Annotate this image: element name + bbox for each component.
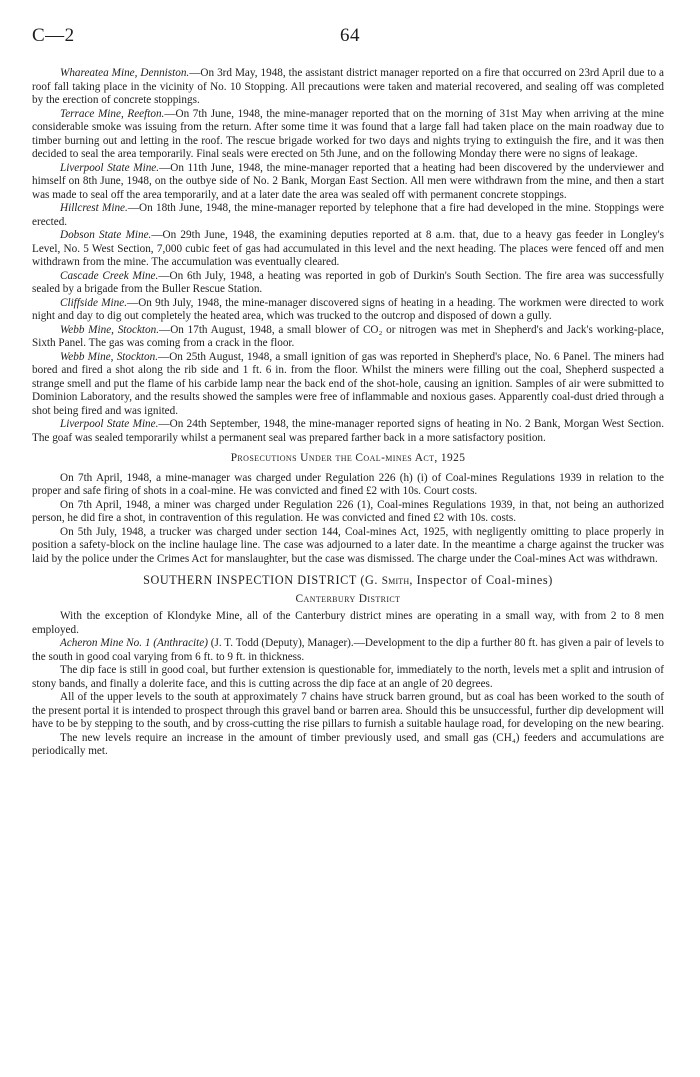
- inspector-title: , Inspector of Coal-mines): [409, 573, 553, 587]
- paragraph: [32, 664, 664, 691]
- paragraph-lead: Liverpool State Mine.: [60, 161, 160, 174]
- paragraph-lead: Terrace Mine, Reefton.: [60, 107, 165, 120]
- paragraph: [32, 637, 664, 664]
- paragraph-lead: Webb Mine, Stockton.: [60, 323, 160, 336]
- paragraph-lead: Cliffside Mine.: [60, 296, 127, 309]
- paragraph-text: —On 6th July, 1948, a heating was reported in gob of Durkin's South Section. The fire area was successfully sealed by a brigade from the Buller Rescue Station.: [32, 269, 664, 295]
- inspector-name: Smith: [381, 575, 410, 587]
- paragraph-text: All of the upper levels to the south at approximately 7 chains have struck barren ground, but as coal has been worked to the south of the present portal it is intended to prospect through this gravel band or barren area. Should this be unsuccessful, further dip development will have to be by stepping to the south, and by cross-cutting the rise pillars to furnish a suitable haulage road, for developing on the new bearing.: [32, 691, 664, 730]
- paragraph: On 7th April, 1948, a mine-manager was charged under Regulation 226 (h) (i) of Coal-mines Regulations 1939 in relation to the proper and safe firing of shots in a coal-mine. He was convicted and fined £2 with 10s. Court costs.: [32, 471, 664, 497]
- paragraph: [32, 270, 664, 297]
- paragraph-text: The new levels require an increase in the amount of timber previously used, and small gas (CH₄) feeders and accumulations are periodically met.: [32, 731, 664, 757]
- paragraph-lead: Dobson State Mine.: [60, 229, 152, 241]
- paragraph: [32, 732, 664, 759]
- district-subheading: Canterbury District: [295, 592, 401, 605]
- paragraph: [32, 610, 664, 637]
- paragraph-lead: Cascade Creek Mine.: [60, 269, 159, 282]
- paragraph-text: —On 17th August, 1948, a small blower of CO₂ or nitrogen was met in Shepherd's and Jack's working-place, Sixth Panel. The gas was coming from a crack in the floor.: [32, 323, 664, 349]
- paragraph: [32, 162, 664, 203]
- paragraph-text: (J. T. Todd (Deputy), Manager).—Development to the dip a further 80 ft. has given a pair of levels to the south in good coal varying from 6 ft. to 9 ft. in thickness.: [32, 637, 665, 663]
- paragraph: [32, 691, 664, 732]
- paragraph: [32, 297, 664, 324]
- prosecutions-list: [32, 472, 664, 567]
- paragraph: [32, 418, 664, 445]
- mine-incident-reports: [32, 67, 664, 445]
- paragraph-lead: Liverpool State Mine.: [60, 418, 159, 430]
- paragraph-lead: Hillcrest Mine.: [60, 202, 128, 214]
- prosecutions-heading: Prosecutions Under the Coal-mines Act, 1925: [230, 452, 466, 464]
- paragraph: [32, 67, 664, 108]
- page-number: 64: [340, 25, 360, 46]
- district-title: SOUTHERN INSPECTION DISTRICT (G.: [143, 573, 382, 587]
- district-heading: [32, 574, 664, 589]
- paragraph-text: —On 25th August, 1948, a small ignition of gas was reported in Shepherd's place, No. 6 Panel. The miners had bored and fired a shot along the rib side and 1 ft. 6 in. from the floor. Whilst the miners were filling out the coal, Shepherd suspected a strange smell and put the flame of his carbide lamp near the back end of the shot-hole, causing an ignition. Samples of air were submitted to Dominion Laboratory, and the results showed the samples were free of inflammable and noxious gases. Apparently coal-dust dried through a shot being fired and was ignited.: [32, 350, 664, 417]
- page-section-code: C—2: [32, 25, 75, 46]
- paragraph: [32, 202, 664, 229]
- paragraph-text: With the exception of Klondyke Mine, all of the Canterbury district mines are operating in a small way, with from 2 to 8 men employed.: [32, 610, 664, 636]
- paragraph-text: —On 24th September, 1948, the mine-manager reported signs of heating in No. 2 Bank, Morgan West Section. The goaf was sealed temporarily whilst a permanent seal was prepared farther back in a more satisfactory position.: [32, 418, 664, 444]
- paragraph: On 5th July, 1948, a trucker was charged under section 144, Coal-mines Act, 1925, with negligently omitting to place properly in position a safety-block on the incline haulage line. The case was adjourned to a later date. In the meantime a charge against the trucker was laid by the police under the Crimes Act for manslaughter, but the case was dismissed. The charge under the Coal-mines Act was withdrawn.: [32, 525, 664, 565]
- paragraph-lead: Whareatea Mine, Denniston.: [60, 67, 190, 79]
- paragraph: [32, 229, 664, 270]
- paragraph: [32, 324, 664, 351]
- paragraph-text: —On 11th June, 1948, the mine-manager reported that a heating had been discovered by the underviewer and himself on 8th June, 1948, on the outbye side of No. 2 Bank, Morgan East Section. All men were withdrawn from the mine, and then a start was made to seal off the area temporarily, and at a later date the area was sealed off with permanent concrete stoppings.: [32, 161, 664, 201]
- page-body: [32, 67, 664, 759]
- canterbury-paragraphs: [32, 610, 664, 759]
- paragraph-text: The dip face is still in good coal, but further extension is questionable for, immediately to the north, levels met a split and intrusion of stony bands, and finally a dolerite face, and this is cutting across the dip face at an angle of 20 degrees.: [32, 664, 664, 690]
- paragraph-text: —On 9th July, 1948, the mine-manager discovered signs of heating in a heading. The workmen were directed to work night and day to dig out completely the heated area, which was trucked to the outcrop and disposed of down a gully.: [32, 296, 665, 322]
- paragraph-text: —On 7th June, 1948, the mine-manager reported that on the morning of 31st May when arriving at the mine considerable smoke was issuing from the return. After some time it was found that a large fall had taken place on the main roadway due to timber burning out and letting in the roof. The rescue brigade worked for two days and nights trying to extinguish the fire, and it was then decided to seal the area temporarily. Final seals were erected on 5th June, and on the following Monday there were no signs of leakage.: [32, 107, 664, 160]
- paragraph: [32, 108, 664, 162]
- paragraph: On 7th April, 1948, a miner was charged under Regulation 226 (1), Coal-mines Regulations 1939, in that, not being an authorized person, he did fire a shot, in contravention of this regulation. He was convicted and fined £2 with 10s. costs.: [32, 498, 664, 524]
- paragraph: [32, 351, 664, 419]
- paragraph-lead: Webb Mine, Stockton.: [60, 350, 159, 363]
- paragraph-lead: Acheron Mine No. 1 (Anthracite): [60, 637, 208, 649]
- paragraph-text: —On 29th June, 1948, the examining deputies reported at 8 a.m. that, due to a heavy gas feeder in Longley's Level, No. 5 West Section, 7,000 cubic feet of gas had accumulated in this level and the next heading. The places were fenced off and men withdrawn from the mine. The accumulation was eventually cleared.: [32, 229, 664, 268]
- paragraph-text: —On 18th June, 1948, the mine-manager reported by telephone that a fire had developed in the mine. Stoppings were erected.: [32, 202, 665, 228]
- paragraph-text: —On 3rd May, 1948, the assistant district manager reported on a fire that occurred on 23rd April due to a roof fall taking place in the vicinity of No. 10 Stopping. All precautions were taken and material recovered, and sealing off was completed by the erection of concrete stoppings.: [32, 67, 664, 106]
